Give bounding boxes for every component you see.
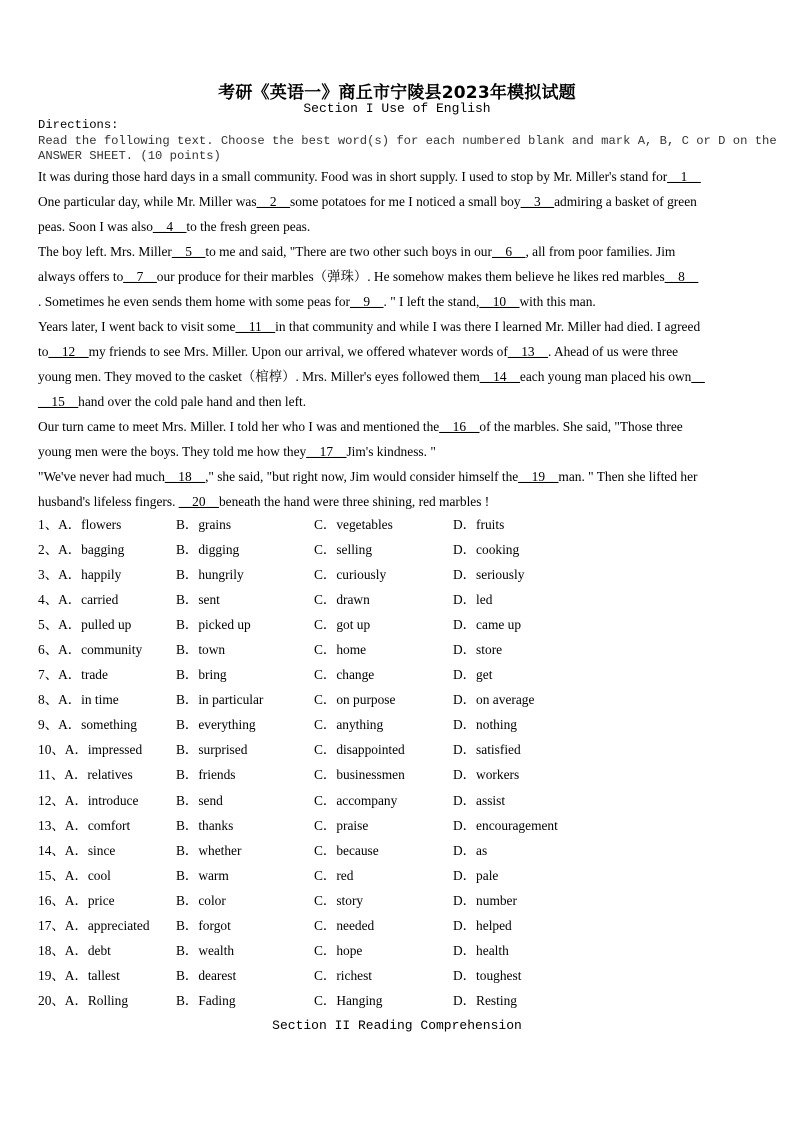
option-a[interactable]: 11、A．relatives — [38, 767, 133, 783]
option-d[interactable]: D．cooking — [453, 542, 520, 558]
directions-label: Directions: — [38, 118, 119, 132]
directions-text-line2: ANSWER SHEET. (10 points) — [38, 149, 221, 163]
option-c[interactable]: C．on purpose — [314, 692, 396, 708]
option-d[interactable]: D．store — [453, 642, 503, 658]
option-b[interactable]: B．wealth — [176, 942, 235, 958]
question-options-row — [38, 539, 756, 564]
blank-5: __5__ — [171, 244, 206, 259]
option-a[interactable]: 15、A．cool — [38, 867, 111, 883]
option-b[interactable]: B．hungrily — [176, 567, 244, 583]
option-c[interactable]: C．because — [314, 842, 379, 858]
option-d[interactable]: D．workers — [453, 767, 520, 783]
option-c[interactable]: C．accompany — [314, 792, 398, 808]
option-d[interactable]: D．helped — [453, 917, 512, 933]
option-c[interactable]: C．story — [314, 892, 364, 908]
option-a[interactable]: 1、A．flowers — [38, 517, 122, 532]
option-a[interactable]: 6、A．community — [38, 642, 143, 658]
option-d[interactable]: D．came up — [453, 617, 522, 633]
question-options-row — [38, 915, 756, 940]
passage-line: husband's lifeless fingers. __20__beneath the hand were three shining, red marbles ! — [38, 494, 490, 509]
option-b[interactable]: B．send — [176, 792, 223, 808]
question-options-row — [38, 664, 756, 689]
option-d[interactable]: D．nothing — [453, 717, 517, 733]
option-b[interactable]: B．everything — [176, 717, 256, 733]
blank-11: __11__ — [235, 319, 276, 334]
option-c[interactable]: C．richest — [314, 967, 373, 983]
option-d[interactable]: D．encouragement — [453, 817, 558, 833]
option-d[interactable]: D．Resting — [453, 992, 517, 1008]
option-d[interactable]: D．satisfied — [453, 742, 521, 758]
blank-19: __19__ — [518, 469, 559, 484]
cloze-passage — [38, 164, 756, 514]
blank-18: __18__ — [164, 469, 206, 484]
option-c[interactable]: C．change — [314, 667, 375, 683]
option-a[interactable]: 16、A．price — [38, 892, 115, 908]
option-d[interactable]: D．number — [453, 892, 517, 908]
option-b[interactable]: B．friends — [176, 767, 236, 783]
question-options-row — [38, 739, 756, 764]
question-options-row — [38, 815, 756, 840]
blank-2: __2__ — [256, 194, 291, 209]
question-options-row — [38, 940, 756, 965]
blank-12: __12__ — [48, 344, 89, 359]
option-a[interactable]: 20、A．Rolling — [38, 992, 129, 1008]
passage-line: "We've never had much__18__," she said, "but right now, Jim would consider himself the__19__man. " Then she lifted her — [38, 469, 698, 484]
blank-10: __10__ — [479, 294, 520, 309]
blank-1: __1__ — [667, 169, 701, 184]
option-b[interactable]: B．sent — [176, 592, 220, 608]
section-ii-heading: Section II Reading Comprehension — [272, 1018, 522, 1033]
option-b[interactable]: B．Fading — [176, 992, 236, 1008]
option-b[interactable]: B．in particular — [176, 692, 264, 708]
option-d[interactable]: D．pale — [453, 867, 499, 883]
blank-6: __6__ — [491, 244, 526, 259]
question-options-row — [38, 840, 756, 865]
option-b[interactable]: B．picked up — [176, 617, 251, 633]
option-c[interactable]: C．selling — [314, 542, 373, 558]
passage-line: to__12__my friends to see Mrs. Miller. Upon our arrival, we offered whatever words of__13__. Ahead of us were three — [38, 344, 679, 359]
option-d[interactable]: D．as — [453, 842, 488, 858]
option-b[interactable]: B．dearest — [176, 967, 237, 983]
option-d[interactable]: D．on average — [453, 692, 535, 708]
passage-line: always offers to__7__our produce for their marbles（弹珠）. He somehow makes them believe he likes red marbles__8__ — [38, 269, 699, 284]
option-c[interactable]: C．drawn — [314, 592, 370, 608]
blank-20: __20__ — [178, 494, 219, 509]
option-b[interactable]: B．color — [176, 892, 226, 908]
passage-line: One particular day, while Mr. Miller was__2__some potatoes for me I noticed a small boy__3__admiring a basket of green — [38, 194, 697, 209]
blank-3: __3__ — [520, 194, 555, 209]
option-d[interactable]: D．seriously — [453, 567, 525, 583]
option-c[interactable]: C．praise — [314, 817, 369, 833]
blank-17: __17__ — [306, 444, 347, 459]
question-options-row — [38, 965, 756, 990]
passage-line: peas. Soon I was also__4__to the fresh green peas. — [38, 219, 311, 234]
passage-line: Our turn came to meet Mrs. Miller. I told her who I was and mentioned the__16__of the marbles. She said, "Those three — [38, 419, 683, 434]
option-c[interactable]: C．businessmen — [314, 767, 405, 783]
blank-14: __14__ — [479, 369, 520, 384]
question-options-row — [38, 564, 756, 589]
blank-7: __7__ — [123, 269, 157, 284]
option-c[interactable]: C．vegetables — [314, 517, 393, 532]
option-b[interactable]: B．warm — [176, 867, 229, 883]
option-d[interactable]: D．get — [453, 667, 493, 683]
passage-line: Years later, I went back to visit some__11__in that community and while I was there I learned Mr. Miller had died. I agreed — [38, 319, 701, 334]
blank-9: __9__ — [350, 294, 384, 309]
option-b[interactable]: B．bring — [176, 667, 227, 683]
question-options-row — [38, 764, 756, 789]
option-a[interactable]: 17、A．appreciated — [38, 917, 150, 933]
option-b[interactable]: B．forgot — [176, 917, 231, 933]
option-d[interactable]: D．assist — [453, 792, 506, 808]
option-c[interactable]: C．Hanging — [314, 992, 383, 1008]
option-c[interactable]: C．home — [314, 642, 367, 658]
option-c[interactable]: C．anything — [314, 717, 384, 733]
option-d[interactable]: D．toughest — [453, 967, 522, 983]
option-c[interactable]: C．red — [314, 867, 354, 883]
blank-15: __15__ — [38, 394, 79, 409]
question-options-row — [38, 639, 756, 664]
option-a[interactable]: 19、A．tallest — [38, 967, 120, 983]
question-options-row — [38, 790, 756, 815]
blank-4: __4__ — [152, 219, 187, 234]
option-b[interactable]: B．whether — [176, 842, 242, 858]
question-options-row — [38, 614, 756, 639]
option-a[interactable]: 3、A．happily — [38, 567, 122, 583]
question-options-row — [38, 865, 756, 890]
option-a[interactable]: 4、A．carried — [38, 592, 119, 608]
passage-line: __15__hand over the cold pale hand and then left. — [38, 394, 307, 409]
blank-13: __13__ — [507, 344, 548, 359]
answer-options — [38, 514, 756, 1015]
option-a[interactable]: 13、A．comfort — [38, 817, 131, 833]
option-a[interactable]: 14、A．since — [38, 842, 116, 858]
option-d[interactable]: D．led — [453, 592, 493, 608]
passage-line: It was during those hard days in a small community. Food was in short supply. I used to stop by Mr. Miller's stand for__1__ — [38, 169, 701, 184]
question-options-row — [38, 689, 756, 714]
option-a[interactable]: 8、A．in time — [38, 692, 119, 708]
question-options-row — [38, 890, 756, 915]
question-options-row — [38, 589, 756, 614]
option-a[interactable]: 5、A．pulled up — [38, 617, 132, 633]
page-title: 考研《英语一》商丘市宁陵县2023年模拟试题 — [218, 83, 576, 103]
question-options-row — [38, 714, 756, 739]
option-c[interactable]: C．disappointed — [314, 742, 405, 758]
option-a[interactable]: 18、A．debt — [38, 942, 111, 958]
option-b[interactable]: B．grains — [176, 517, 232, 532]
option-b[interactable]: B．town — [176, 642, 226, 658]
blank-16: __16__ — [439, 419, 480, 434]
section-heading: Section I Use of English — [303, 101, 491, 116]
passage-line: young men. They moved to the casket（棺椁）. Mrs. Miller's eyes followed them__14__each young man placed his own__ — [38, 369, 705, 384]
question-options-row — [38, 514, 756, 539]
option-d[interactable]: D．fruits — [453, 517, 505, 532]
option-a[interactable]: 7、A．trade — [38, 667, 108, 683]
option-c[interactable]: C．hope — [314, 942, 363, 958]
option-a[interactable]: 10、A．impressed — [38, 742, 143, 758]
blank-8: __8__ — [664, 269, 699, 284]
option-b[interactable]: B．surprised — [176, 742, 248, 758]
option-b[interactable]: B．thanks — [176, 817, 234, 833]
directions-text-line1: Read the following text. Choose the best word(s) for each numbered blank and mark A, B, C or D on the — [38, 134, 777, 148]
option-d[interactable]: D．health — [453, 942, 509, 958]
option-c[interactable]: C．got up — [314, 617, 371, 633]
question-options-row — [38, 990, 756, 1015]
option-a[interactable]: 9、A．something — [38, 717, 137, 733]
option-a[interactable]: 2、A．bagging — [38, 542, 125, 558]
option-c[interactable]: C．curiously — [314, 567, 387, 583]
option-b[interactable]: B．digging — [176, 542, 240, 558]
option-a[interactable]: 12、A．introduce — [38, 792, 139, 808]
option-c[interactable]: C．needed — [314, 917, 375, 933]
passage-line: . Sometimes he even sends them home with some peas for__9__. " I left the stand,__10__with this man. — [38, 294, 596, 309]
passage-line: The boy left. Mrs. Miller__5__to me and said, "There are two other such boys in our__6__, all from poor families. Jim — [38, 244, 676, 259]
passage-line: young men were the boys. They told me how they__17__Jim's kindness. " — [38, 444, 436, 459]
